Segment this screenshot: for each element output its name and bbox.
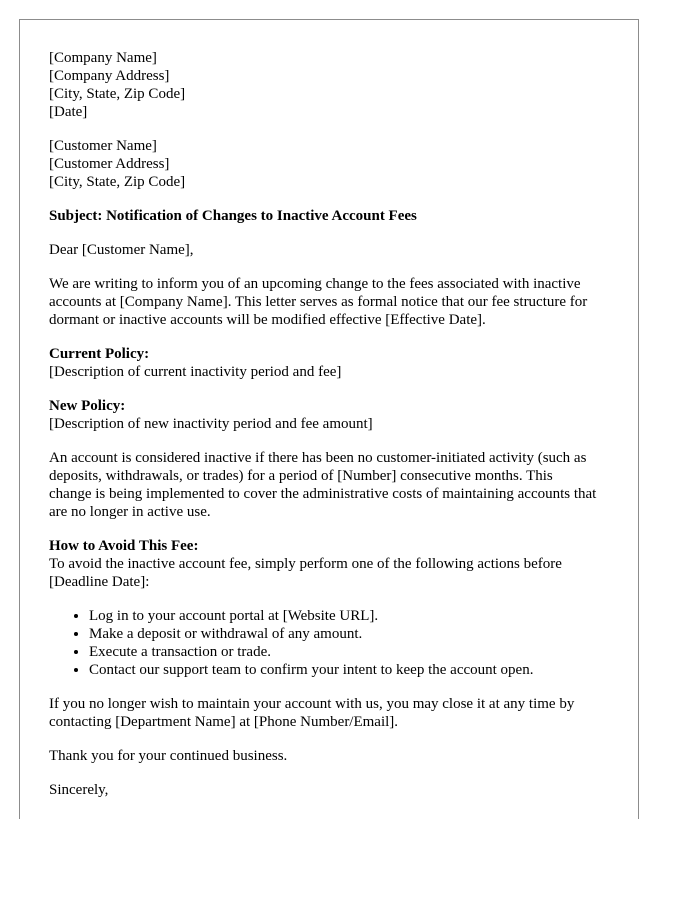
avoid-fee-heading: How to Avoid This Fee: (49, 538, 199, 554)
list-item: • Contact our support team to confirm your intent to keep the account open. (89, 661, 638, 679)
recipient-address-block (49, 137, 638, 191)
recipient-city-state-zip: [City, State, Zip Code] (49, 174, 186, 190)
thank-you-line: Thank you for your continued business. (49, 748, 288, 764)
sender-company-address: [Company Address] (49, 68, 170, 84)
sender-company-name: [Company Name] (49, 50, 157, 66)
recipient-name: [Customer Name] (49, 138, 157, 154)
inactivity-line: deposits, withdrawals, or trades) for a period of [Number] consecutive months. This (49, 468, 553, 484)
current-policy-text: [Description of current inactivity period and fee] (49, 364, 342, 380)
inactivity-line: An account is considered inactive if there has been no customer-initiated activity (such as (49, 450, 587, 466)
intro-line: dormant or inactive accounts will be modified effective [Effective Date]. (49, 312, 486, 328)
inactivity-line: are no longer in active use. (49, 504, 211, 520)
sender-address-block (49, 49, 638, 121)
intro-line: We are writing to inform you of an upcoming change to the fees associated with inactive (49, 276, 581, 292)
signoff: Sincerely, (49, 782, 109, 798)
recipient-address: [Customer Address] (49, 156, 170, 172)
list-item: • Log in to your account portal at [Website URL]. (89, 607, 638, 625)
letter-page (19, 19, 639, 819)
avoid-fee-line: To avoid the inactive account fee, simply perform one of the following actions before (49, 556, 562, 572)
current-policy-heading: Current Policy: (49, 346, 150, 362)
current-policy-section (49, 345, 638, 381)
closing-paragraph (49, 695, 638, 731)
new-policy-text: [Description of new inactivity period and fee amount] (49, 416, 373, 432)
intro-line: accounts at [Company Name]. This letter serves as formal notice that our fee structure for (49, 294, 588, 310)
closing-line: If you no longer wish to maintain your account with us, you may close it at any time by (49, 696, 575, 712)
inactivity-definition-paragraph (49, 449, 638, 521)
inactivity-line: change is being implemented to cover the administrative costs of maintaining accounts that (49, 486, 597, 502)
avoid-fee-line: [Deadline Date]: (49, 574, 150, 590)
new-policy-section (49, 397, 638, 433)
new-policy-heading: New Policy: (49, 398, 126, 414)
closing-line: contacting [Department Name] at [Phone Number/Email]. (49, 714, 399, 730)
letter-subject: Subject: Notification of Changes to Inactive Account Fees (49, 208, 417, 224)
list-item: • Execute a transaction or trade. (89, 643, 638, 661)
avoid-fee-action-list (49, 607, 638, 679)
intro-paragraph (49, 275, 638, 329)
letter-date: [Date] (49, 104, 88, 120)
salutation: Dear [Customer Name], (49, 242, 194, 258)
list-item: • Make a deposit or withdrawal of any amount. (89, 625, 638, 643)
avoid-fee-section (49, 537, 638, 591)
sender-city-state-zip: [City, State, Zip Code] (49, 86, 186, 102)
